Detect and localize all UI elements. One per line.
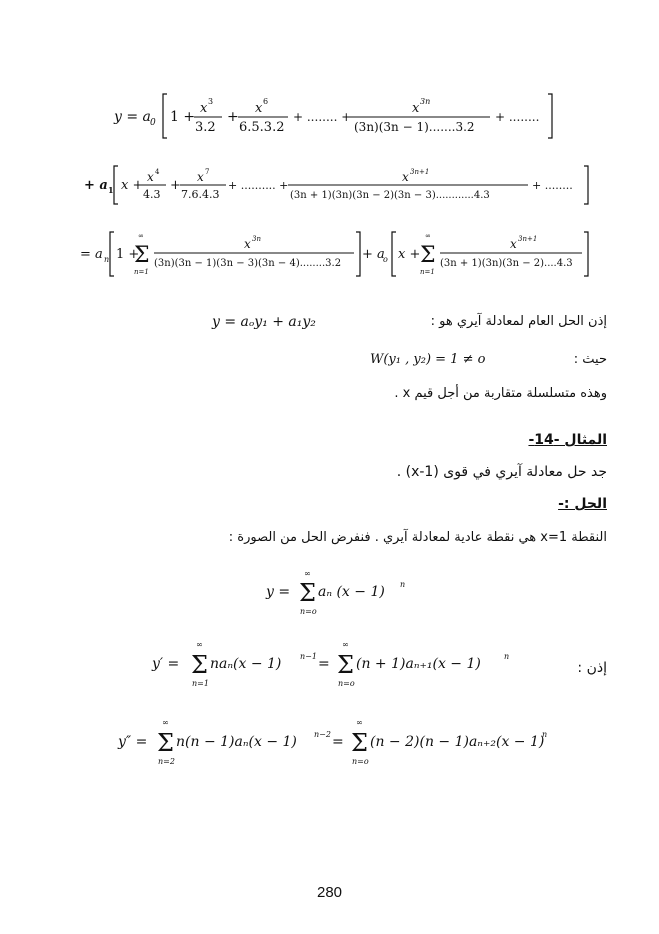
eq3-lhs: = a <box>80 247 103 262</box>
eq3-right-bracket-1 <box>356 232 360 276</box>
eq3-num-2: x <box>510 237 517 251</box>
eq2-t1-exp: 4 <box>155 168 160 176</box>
deriv2-eq: = <box>332 734 344 750</box>
wronskian-text: حيث : <box>573 352 607 367</box>
deriv2-from-1: n=2 <box>158 757 175 766</box>
eq3-x-plus: x + <box>398 247 421 262</box>
deriv1-from-1: n=1 <box>192 679 209 688</box>
eq2-x-plus: x + <box>121 178 144 193</box>
deriv1-term-2: (n + 1)aₙ₊₁(x − 1) <box>356 656 481 672</box>
deriv2-sigma-2: Σ <box>351 729 368 757</box>
example-heading: المثال -14- <box>528 432 607 448</box>
eq3-left-bracket-1 <box>110 232 114 276</box>
series-y <box>262 566 422 620</box>
series-y-sigma: Σ <box>299 579 316 607</box>
deriv1-lhs: y′ = <box>152 656 180 672</box>
derivative-2 <box>114 714 554 774</box>
general-solution-formula: y = aₒy₁ + a₁y₂ <box>212 314 316 330</box>
eq3-one-plus: 1 + <box>116 247 140 262</box>
deriv1-inf-1: ∞ <box>196 640 203 649</box>
then-label: إذن : <box>577 660 607 676</box>
eq2-t1-den: 4.3 <box>143 188 161 201</box>
eq3-num-1: x <box>244 237 251 251</box>
eq2-lhs-sub: 1 <box>108 185 114 195</box>
page-number: 280 <box>316 884 343 901</box>
eq3-mid: + a <box>362 247 385 262</box>
eq2-t2-exp: 7 <box>205 168 210 176</box>
eq1-lhs-sub: 0 <box>150 118 156 128</box>
eq3-sigma-1: Σ <box>134 243 150 268</box>
eq3-from-2: n=1 <box>420 268 435 276</box>
eq3-inf-2: ∞ <box>425 232 431 240</box>
eq3-den-1: (3n)(3n − 1)(3n − 3)(3n − 4)........3.2 <box>154 258 342 269</box>
example-task: جد حل معادلة آيري في قوى (x-1) . <box>396 464 607 480</box>
deriv2-inf-2: ∞ <box>356 718 363 727</box>
general-solution-text: إذن الحل العام لمعادلة آيري هو : <box>430 314 607 329</box>
deriv2-from-2: n=o <box>352 757 369 766</box>
deriv1-exp-2: n <box>504 652 510 661</box>
eq3-den-2: (3n + 1)(3n)(3n − 2)....4.3 <box>440 258 573 269</box>
eq2-tail: + ........ <box>532 179 573 192</box>
wronskian-formula: W(y₁ , y₂) = 1 ≠ o <box>370 352 486 367</box>
eq2-t3-den: (3n + 1)(3n)(3n − 2)(3n − 3)............4.3 <box>290 190 490 201</box>
deriv1-sigma-2: Σ <box>337 651 354 679</box>
eq3-num-2-exp: 3n+1 <box>518 235 538 243</box>
deriv1-exp-1: n−1 <box>300 652 317 661</box>
eq2-t2-num: x <box>197 170 204 184</box>
eq1-dots: + ........ + <box>293 110 352 124</box>
deriv1-eq: = <box>318 656 330 672</box>
eq3-lhs-sub: n <box>104 255 110 264</box>
eq2-t1-num: x <box>147 170 154 184</box>
eq3-num-1-exp: 3n <box>252 235 261 243</box>
eq2-right-bracket <box>584 166 588 204</box>
deriv1-from-2: n=o <box>338 679 355 688</box>
deriv2-term-2: (n − 2)(n − 1)aₙ₊₂(x − 1) <box>370 734 545 750</box>
eq1-right-bracket <box>548 94 552 138</box>
eq1-t3-num: x <box>412 101 420 116</box>
eq1-lhs: y = a <box>114 109 151 125</box>
deriv1-term-1: naₙ(x − 1) <box>210 656 282 672</box>
series-y-inf: ∞ <box>304 569 311 578</box>
eq3-sigma-2: Σ <box>420 243 436 268</box>
eq1-plus: + <box>227 109 239 125</box>
series-y-lhs: y = <box>266 584 291 600</box>
eq1-t2-num: x <box>255 101 263 116</box>
equation-3 <box>78 226 598 284</box>
derivative-1 <box>148 636 518 694</box>
equation-2 <box>80 160 600 210</box>
eq3-from-1: n=1 <box>134 268 149 276</box>
eq1-t2-den: 6.5.3.2 <box>239 120 285 135</box>
eq1-left-bracket <box>163 94 167 138</box>
deriv1-inf-2: ∞ <box>342 640 349 649</box>
eq2-lhs: + a <box>84 178 108 193</box>
eq1-t1-den: 3.2 <box>195 120 216 135</box>
eq2-dots: + .......... + <box>228 179 289 192</box>
eq1-t3-exp: 3n <box>420 97 431 106</box>
eq2-left-bracket <box>114 166 118 204</box>
assumption-text: النقطة x=1 هي نقطة عادية لمعادلة آيري . فنفرض الحل من الصورة : <box>228 530 607 545</box>
eq2-t2-den: 7.6.4.3 <box>181 188 220 201</box>
solution-label: الحل :- <box>558 496 607 512</box>
eq3-inf-1: ∞ <box>138 232 144 240</box>
eq1-one: 1 + <box>170 109 196 125</box>
series-y-from: n=o <box>300 607 317 616</box>
series-y-term: aₙ (x − 1) <box>318 584 385 600</box>
eq1-t1-exp: 3 <box>208 97 214 106</box>
series-y-exp: n <box>400 580 406 589</box>
deriv2-exp-2: n <box>542 730 548 739</box>
deriv1-sigma-1: Σ <box>191 651 208 679</box>
eq2-plus: + <box>170 178 181 193</box>
eq1-t2-exp: 6 <box>263 97 269 106</box>
equation-1 <box>110 88 560 144</box>
eq1-tail: + ........ <box>495 110 540 124</box>
eq1-t1-num: x <box>200 101 208 116</box>
eq2-t3-num: x <box>402 170 409 184</box>
eq2-t3-exp: 3n+1 <box>410 168 430 176</box>
deriv2-exp-1: n−2 <box>314 730 331 739</box>
deriv2-sigma-1: Σ <box>157 729 174 757</box>
convergence-text: وهذه متسلسلة متقاربة من أجل قيم x . <box>394 386 607 401</box>
eq3-left-bracket-2 <box>392 232 396 276</box>
eq3-mid-sub: o <box>383 255 388 264</box>
eq3-right-bracket-2 <box>584 232 588 276</box>
deriv2-lhs: y″ = <box>118 734 148 750</box>
eq1-t3-den: (3n)(3n − 1).......3.2 <box>354 120 475 134</box>
deriv2-term-1: n(n − 1)aₙ(x − 1) <box>176 734 297 750</box>
deriv2-inf-1: ∞ <box>162 718 169 727</box>
